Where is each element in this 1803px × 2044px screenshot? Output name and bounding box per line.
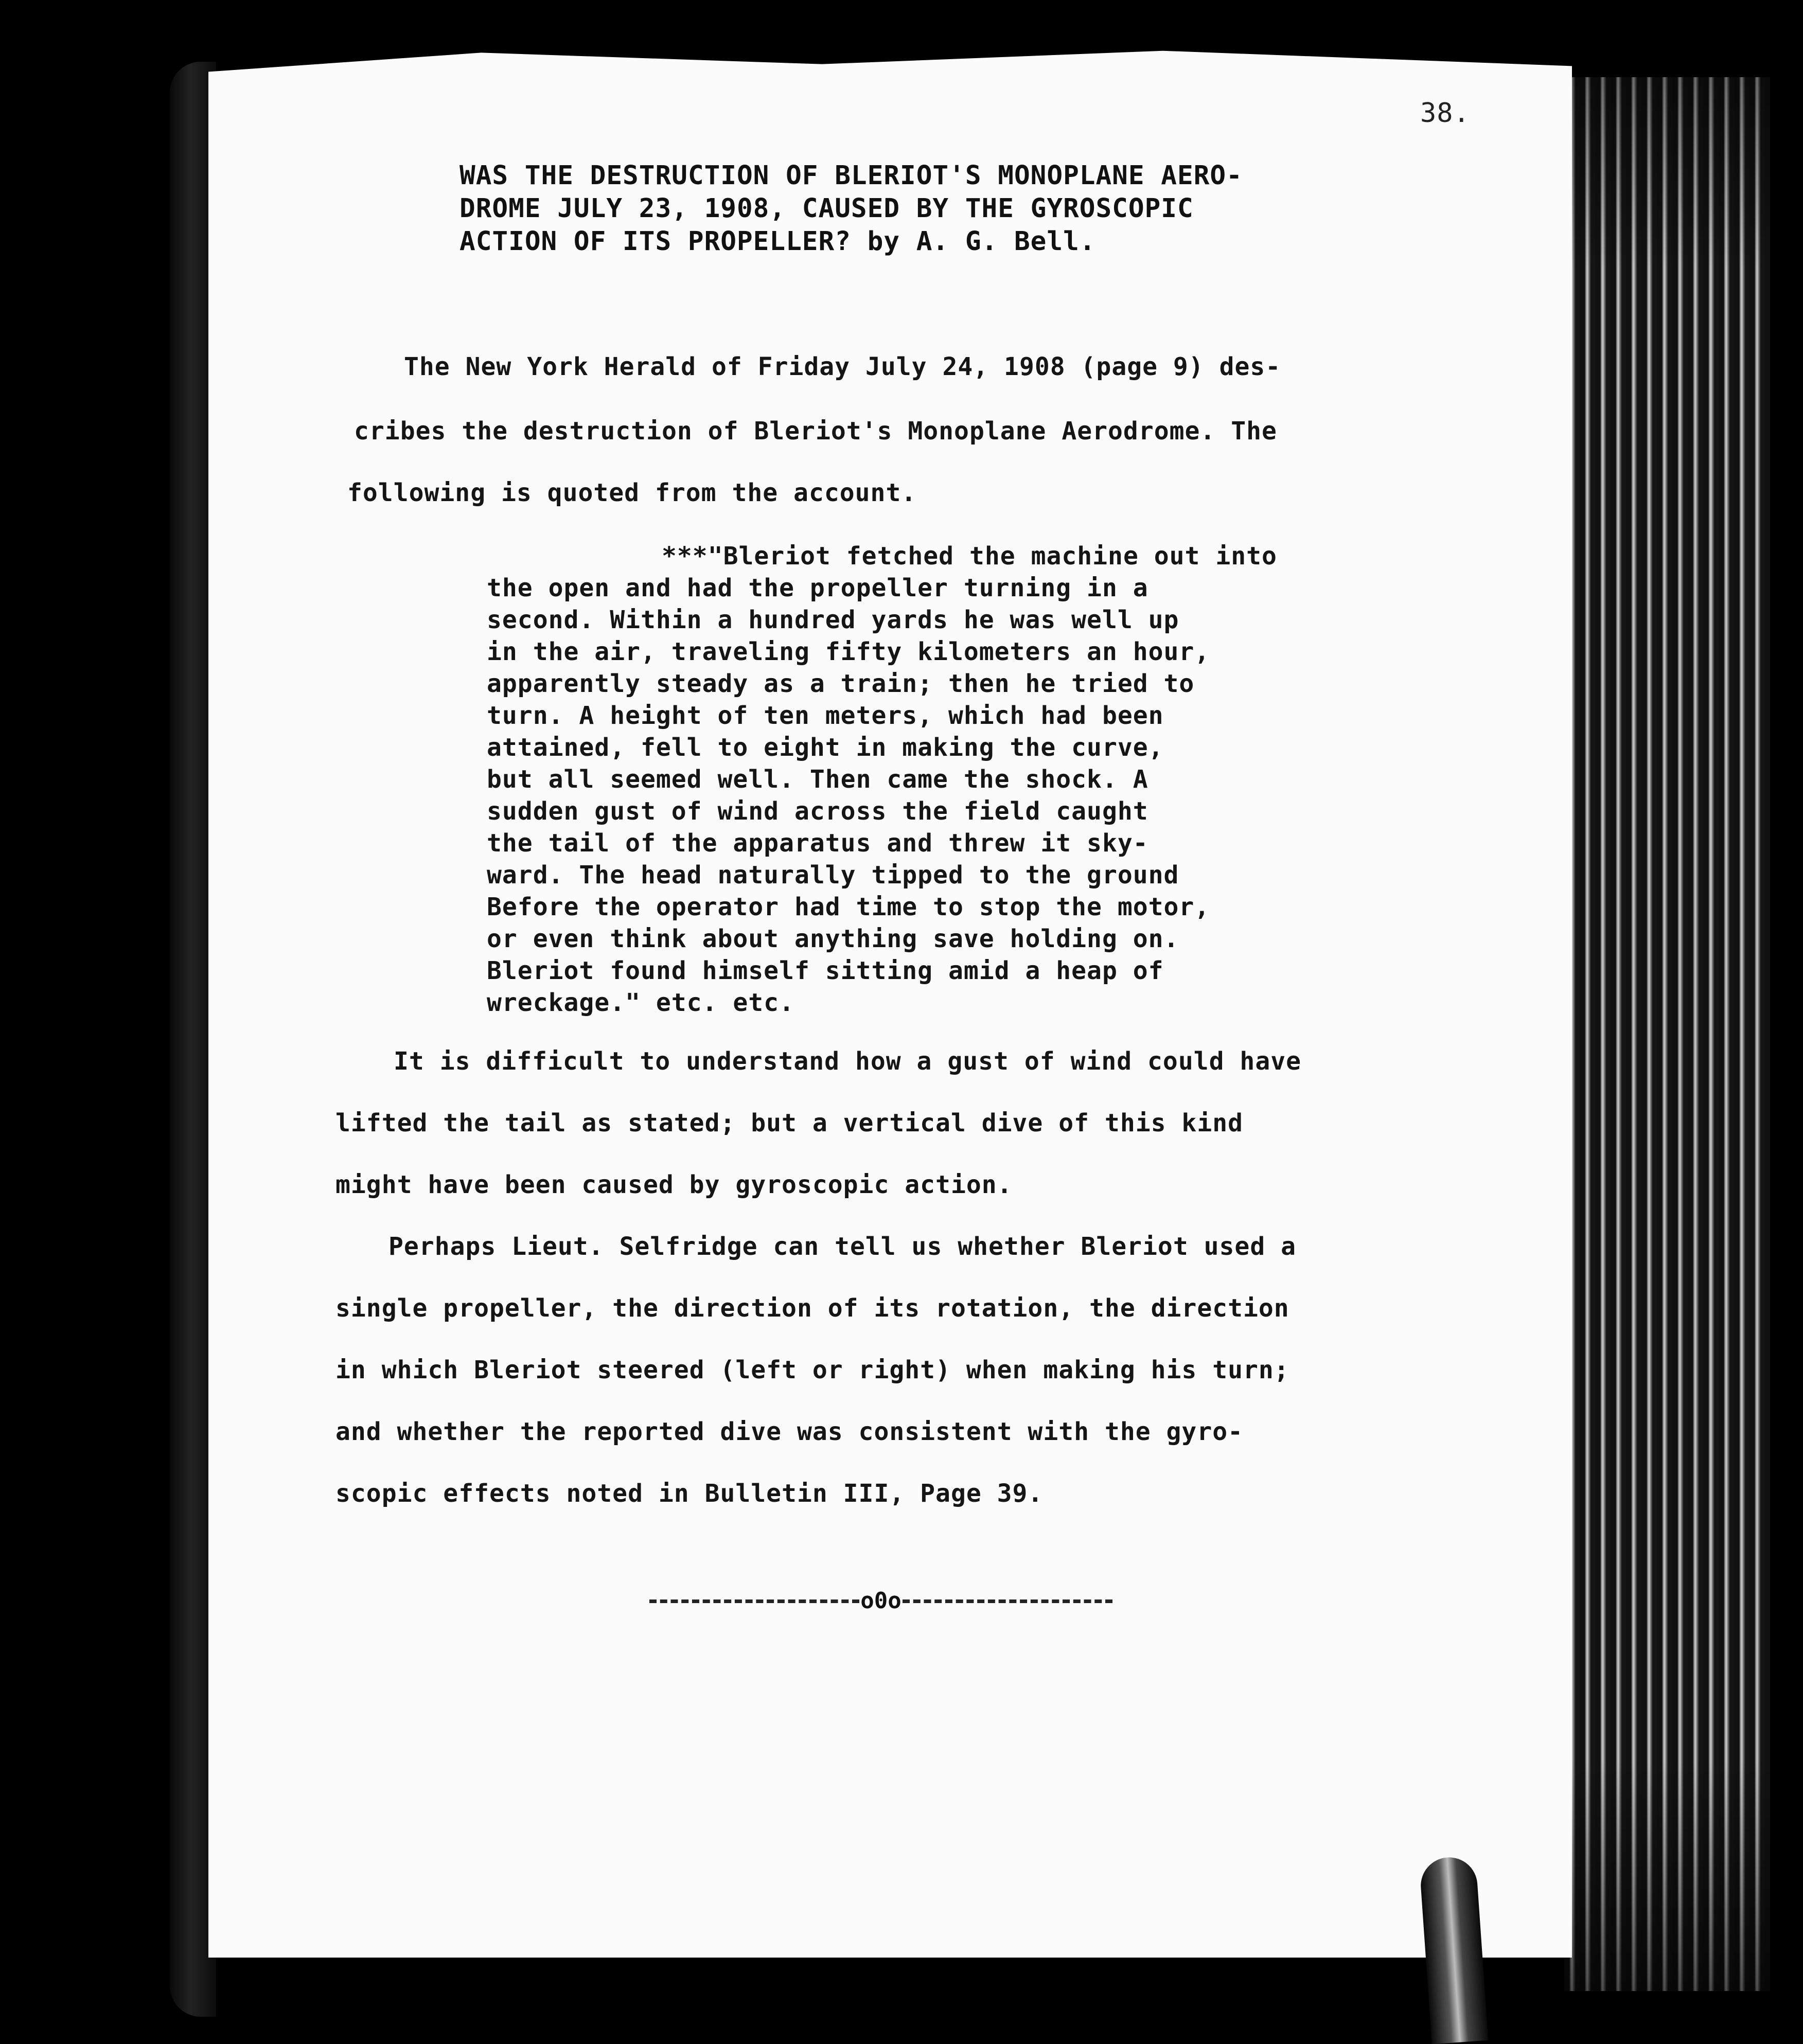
block-quote: [487, 540, 1277, 1019]
para2-line-3: might have been caused by gyroscopic action.: [335, 1170, 1013, 1199]
quote-line-13: or even think about anything save holding on.: [487, 925, 1179, 953]
section-divider: [649, 1588, 1112, 1614]
quote-line-15: wreckage." etc. etc.: [487, 988, 794, 1017]
para2-line-2: lifted the tail as stated; but a vertical dive of this kind: [335, 1109, 1244, 1137]
quote-line-10: the tail of the apparatus and threw it sky-: [487, 829, 1148, 858]
para3-line-2: single propeller, the direction of its rotation, the direction: [335, 1294, 1289, 1323]
intro-line-3: following is quoted from the account.: [347, 478, 917, 507]
document-title: [459, 159, 1243, 258]
title-line-2: DROME JULY 23, 1908, CAUSED BY THE GYROSCOPIC: [459, 193, 1194, 224]
quote-line-5: apparently steady as a train; then he tried to: [487, 669, 1195, 698]
intro-line-2: cribes the destruction of Bleriot's Monoplane Aerodrome. The: [354, 417, 1277, 446]
quote-line-1: ***"Bleriot fetched the machine out into: [662, 542, 1277, 571]
title-line-1: WAS THE DESTRUCTION OF BLERIOT'S MONOPLANE AERO-: [459, 161, 1243, 191]
page-number: 38.: [1420, 98, 1470, 129]
quote-line-9: sudden gust of wind across the field caught: [487, 797, 1148, 826]
title-line-3: ACTION OF ITS PROPELLER? by A. G. Bell.: [459, 226, 1096, 257]
quote-line-4: in the air, traveling fifty kilometers an hour,: [487, 637, 1210, 666]
para3-line-3: in which Bleriot steered (left or right) when making his turn;: [335, 1356, 1289, 1384]
para3-line-5: scopic effects noted in Bulletin III, Page 39.: [335, 1479, 1044, 1508]
quote-line-3: second. Within a hundred yards he was well up: [487, 606, 1179, 634]
quote-line-8: but all seemed well. Then came the shock. A: [487, 765, 1148, 794]
intro-line-1: The New York Herald of Friday July 24, 1908 (page 9) des-: [404, 352, 1281, 381]
quote-line-14: Bleriot found himself sitting amid a heap of: [487, 956, 1164, 985]
quote-line-6: turn. A height of ten meters, which had been: [487, 701, 1164, 730]
divider-dash-left: [649, 1599, 859, 1603]
divider-dash-right: [903, 1599, 1112, 1603]
quote-line-2: the open and had the propeller turning in a: [487, 574, 1148, 602]
quote-line-12: Before the operator had time to stop the motor,: [487, 893, 1210, 921]
quote-line-7: attained, fell to eight in making the curve,: [487, 733, 1164, 762]
quote-line-11: ward. The head naturally tipped to the ground: [487, 861, 1179, 890]
para3-line-4: and whether the reported dive was consistent with the gyro-: [335, 1417, 1244, 1446]
para3-line-1: Perhaps Lieut. Selfridge can tell us whether Bleriot used a: [388, 1232, 1297, 1261]
divider-mark: o0o: [860, 1588, 902, 1614]
book-page-stack-shadow: [1564, 77, 1770, 1991]
para2-line-1: It is difficult to understand how a gust of wind could have: [394, 1047, 1302, 1076]
